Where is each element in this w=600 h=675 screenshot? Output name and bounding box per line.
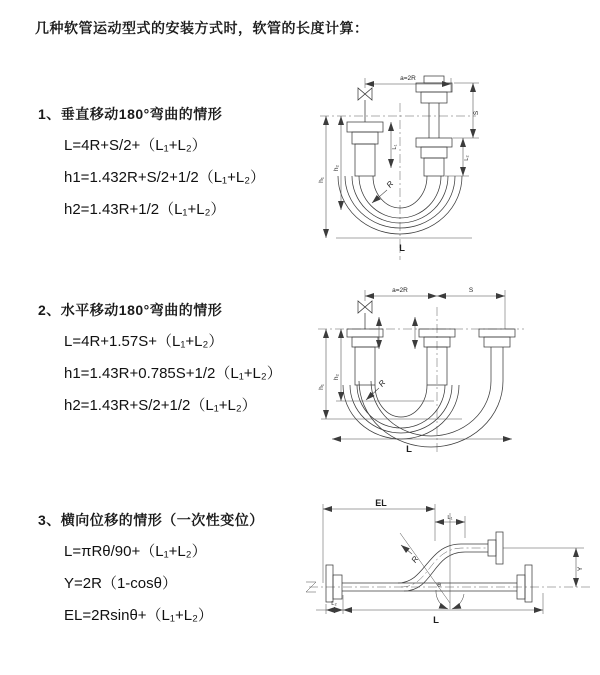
right-flange-moved-position xyxy=(479,329,515,381)
formula-line: h2=1.43R+1/2（L₁+L₂） xyxy=(64,201,226,218)
page-title: 几种软管运动型式的安装方式时，软管的长度计算： xyxy=(35,20,369,36)
top-span-dimension xyxy=(365,75,451,92)
radius-label: R xyxy=(409,554,421,565)
section-2 xyxy=(38,300,328,422)
length-label: L xyxy=(406,444,412,455)
dimension-length xyxy=(332,439,512,455)
valve-icon xyxy=(358,78,372,122)
diagram-horizontal-180-bend xyxy=(312,281,567,461)
theta-label: θ xyxy=(437,582,441,589)
length-label: L xyxy=(399,243,405,254)
centerline xyxy=(306,582,591,592)
span-label: a=2R xyxy=(392,287,408,294)
construction-lines xyxy=(400,513,464,609)
formula-line: EL=2Rsinθ+（L₁+L₂） xyxy=(64,607,213,624)
top-span-dimension xyxy=(365,287,505,329)
dimension-s xyxy=(453,83,480,138)
dimension-el xyxy=(323,498,435,583)
section-3 xyxy=(38,510,328,632)
h1-label: h₁ xyxy=(318,177,325,183)
dimension-h1 xyxy=(318,116,326,238)
s-label: S xyxy=(468,287,474,294)
section-2-heading: 2、水平移动180°弯曲的情形 xyxy=(38,302,223,318)
dimension-h2 xyxy=(333,116,341,210)
hose-u-bend-moved xyxy=(359,381,503,447)
hose-s-curve xyxy=(398,544,488,591)
radius-leader xyxy=(372,179,396,203)
left-flange xyxy=(347,329,383,385)
right-flange-assembly xyxy=(416,76,452,176)
dimension-l2-and-length xyxy=(316,593,543,626)
y-label: Y xyxy=(577,566,584,572)
el-label: EL xyxy=(375,498,387,508)
l1-label: L₁ xyxy=(447,515,453,521)
dimension-h2 xyxy=(333,329,434,401)
formula-line: Y=2R（1-cosθ） xyxy=(64,575,177,592)
formula-line: L=4R+1.57S+（L₁+L₂） xyxy=(64,333,224,350)
section-1-heading: 1、垂直移动180°弯曲的情形 xyxy=(38,106,223,122)
section-3-heading: 3、横向位移的情形（一次性变位） xyxy=(38,512,264,528)
diagram-vertical-180-bend xyxy=(312,68,562,263)
formula-line: h1=1.43R+0.785S+1/2（L₁+L₂） xyxy=(64,365,282,382)
dimension-l2 xyxy=(445,138,470,176)
formula-line: h2=1.43R+S/2+1/2（L₁+L₂） xyxy=(64,397,257,414)
h2-label: h₂ xyxy=(333,164,340,172)
dimension-l1 xyxy=(391,122,398,168)
formula-line: L=πRθ/90+（L₁+L₂） xyxy=(64,543,207,560)
right-flange-original-position xyxy=(517,565,532,602)
braided-hose-section xyxy=(355,347,375,385)
dimension-length xyxy=(336,238,472,254)
l2-label: L₂ xyxy=(464,155,470,161)
formula-line: L=4R+S/2+（L₁+L₂） xyxy=(64,137,207,154)
h1-label: h₁ xyxy=(318,384,325,390)
raised-flange-moved-position xyxy=(488,532,503,564)
l1-label: L₁ xyxy=(392,144,398,150)
dimension-y xyxy=(503,548,584,587)
l2-label: L₂ xyxy=(331,601,337,607)
fitting-dimensions xyxy=(379,317,415,349)
formula-line: h1=1.432R+S/2+1/2（L₁+L₂） xyxy=(64,169,266,186)
centerlines xyxy=(320,103,476,260)
braided-hose-section xyxy=(355,144,375,176)
diagram-lateral-displacement xyxy=(303,497,598,652)
section-1 xyxy=(38,104,328,226)
s-label: S xyxy=(473,110,480,116)
left-flange xyxy=(326,565,342,602)
h2-label: h₂ xyxy=(333,373,340,381)
length-label: L xyxy=(433,615,439,626)
braided-hose-section xyxy=(424,158,444,176)
span-label: a=2R xyxy=(400,75,416,82)
radius-label: R xyxy=(384,179,396,190)
radius-label: R xyxy=(376,378,388,389)
left-flange xyxy=(347,122,383,176)
